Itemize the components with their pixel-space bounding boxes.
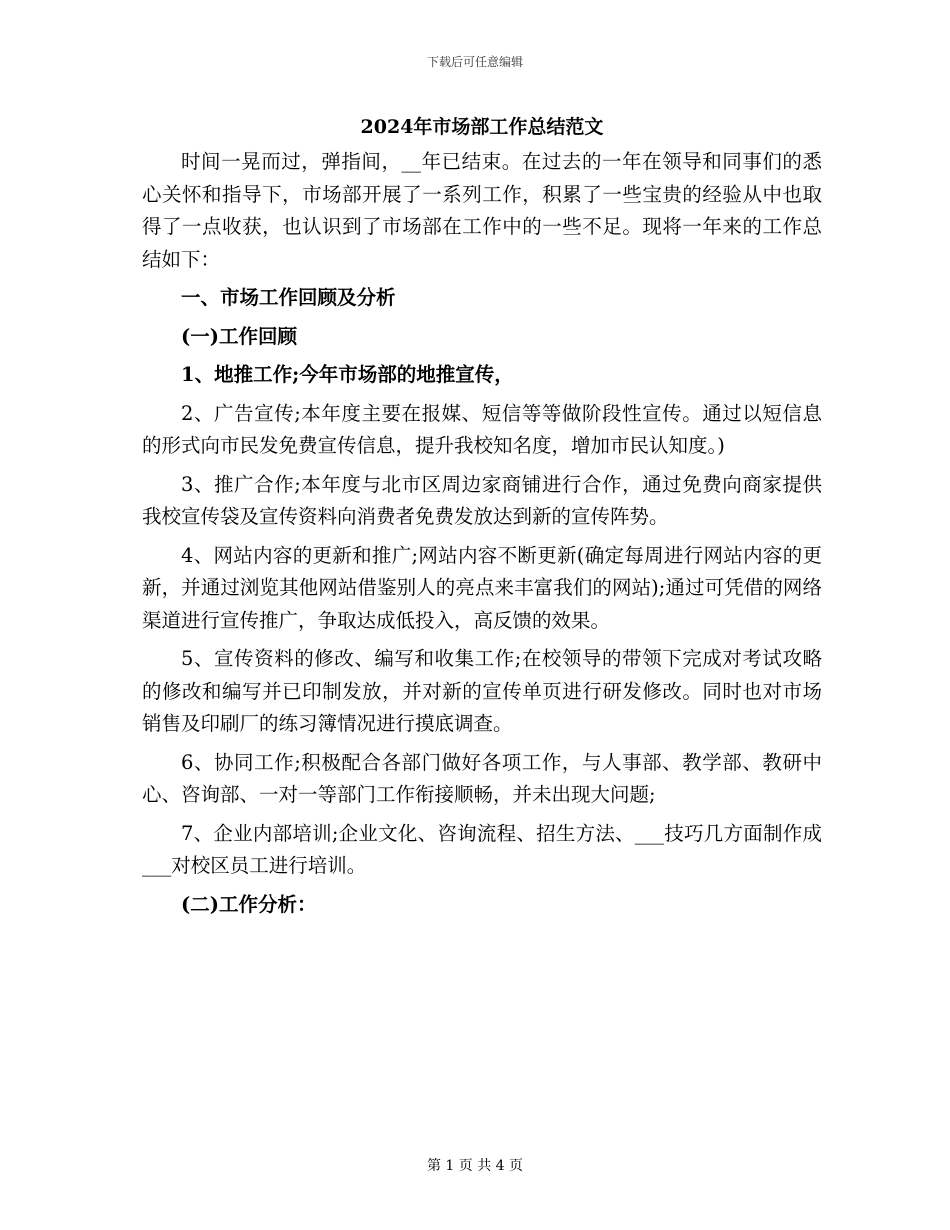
section-heading-1: 一、市场工作回顾及分析 <box>181 286 396 309</box>
subsection-heading-analysis: (二)工作分析： <box>181 892 317 916</box>
item-paragraph-cooperation: 3、推广合作;本年度与北市区周边家商铺进行合作，通过免费向商家提供我校宣传袋及宣传资料向消费者免费发放达到新的宣传阵势。 <box>142 472 822 528</box>
item-paragraph-collaboration: 6、协同工作;积极配合各部门做好各项工作，与人事部、教学部、教研中心、咨询部、一对一等部门工作衔接顺畅，并未出现大问题; <box>142 750 822 806</box>
intro-paragraph: 时间一晃而过，弹指间，__年已结束。在过去的一年在领导和同事们的悉心关怀和指导下，市场部开展了一系列工作，积累了一些宝贵的经验从中也取得了一点收获，也认识到了市场部在工作中的一些不足。现将一年来的工作总结如下： <box>142 150 822 271</box>
page-header: 下载后可任意编辑 <box>426 55 523 69</box>
item-paragraph-advertising: 2、广告宣传;本年度主要在报媒、短信等等做阶段性宣传。通过以短信息的形式向市民发免费宣传信息，提升我校知名度，增加市民认知度。) <box>142 401 822 457</box>
item-paragraph-training: 7、企业内部培训;企业文化、咨询流程、招生方法、___技巧几方面制作成___对校区员工进行培训。 <box>142 821 822 877</box>
page-number-footer: 第 1 页 共 4 页 <box>426 1158 524 1174</box>
subsection-heading-review: (一)工作回顾 <box>181 324 297 348</box>
document-content <box>142 146 822 927</box>
document-title: 2024年市场部工作总结范文 <box>360 116 604 138</box>
item-heading-ground-promotion: 1、地推工作;今年市场部的地推宣传， <box>181 363 514 386</box>
item-paragraph-materials: 5、宣传资料的修改、编写和收集工作;在校领导的带领下完成对考试攻略的修改和编写并已印制发放，并对新的宣传单页进行研发修改。同时也对市场销售及印刷厂的练习簿情况进行摸底调查。 <box>142 647 822 735</box>
item-paragraph-website: 4、网站内容的更新和推广;网站内容不断更新(确定每周进行网站内容的更新，并通过浏览其他网站借鉴别人的亮点来丰富我们的网站);通过可凭借的网络渠道进行宣传推广，争取达成低投入，高反馈的效果。 <box>142 543 822 632</box>
